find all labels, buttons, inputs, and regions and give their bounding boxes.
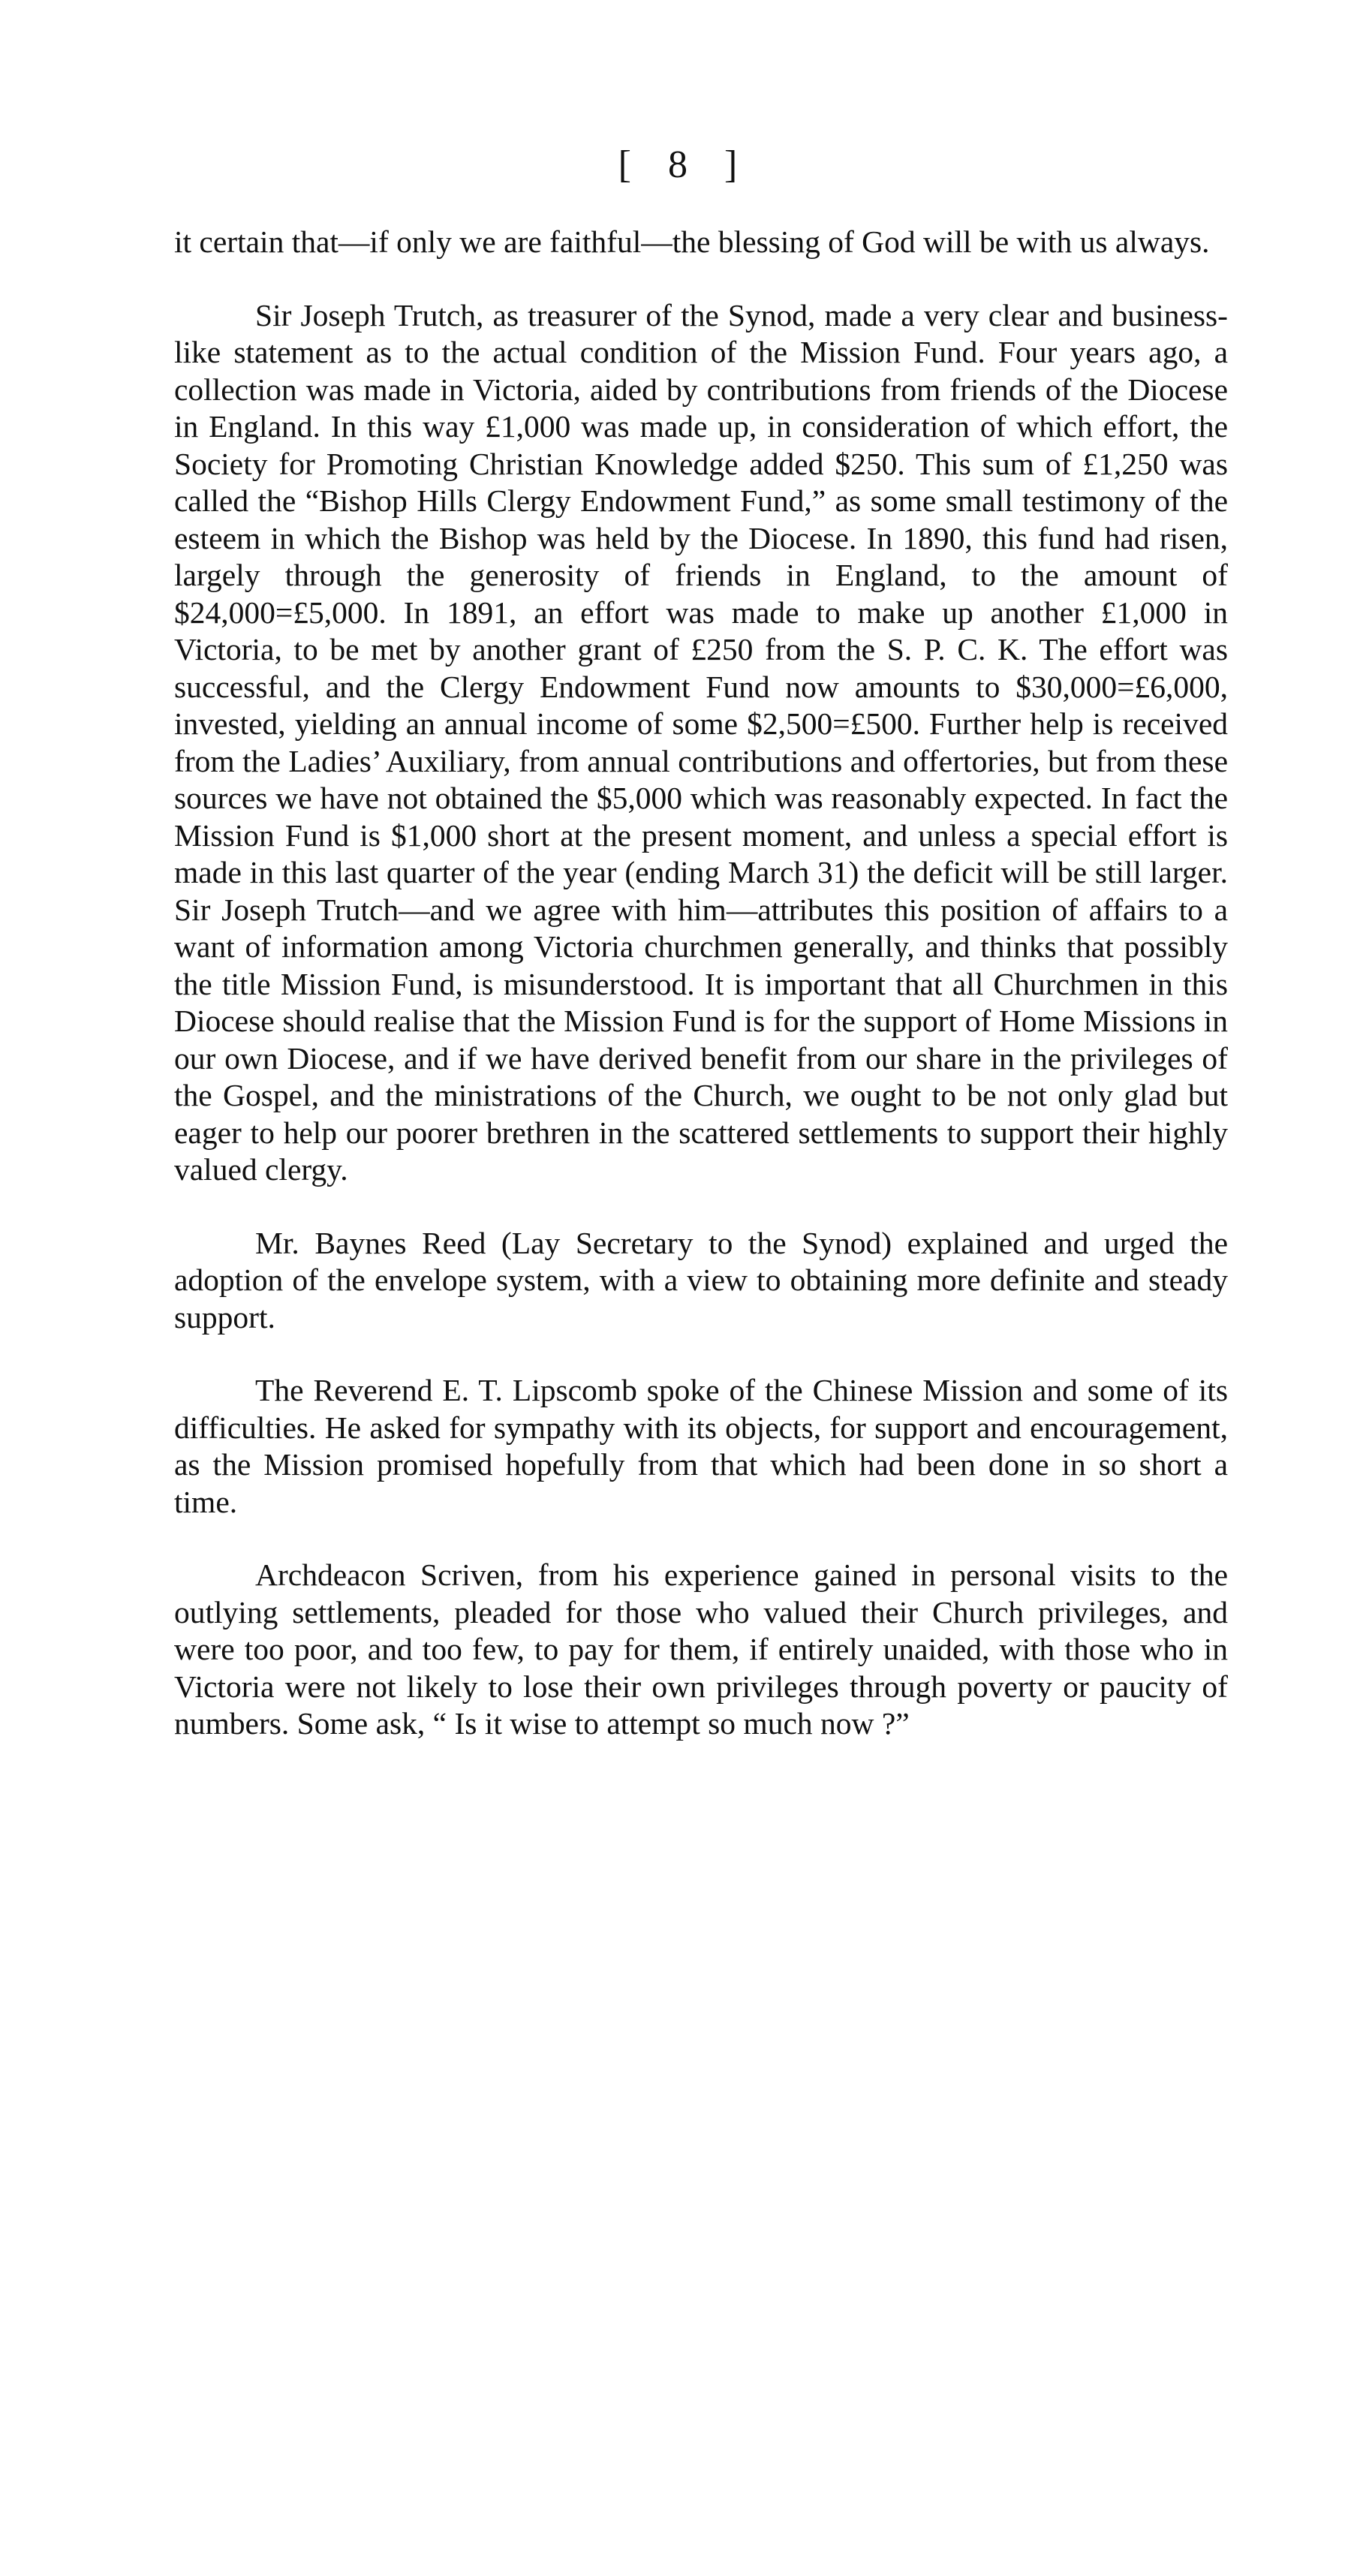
paragraph-scriven: Archdeacon Scriven, from his experience gained in personal visits to the outlying settlements, pleaded for those who valued their Church privileges, and were too poor, and too few, to pay for them, if entirely unaided, with those who in Victoria were not likely to lose their own privileges through poverty or paucity of numbers. Some ask, “ Is it wise to attempt so much now ?” (174, 1557, 1228, 1741)
body-text (174, 224, 1228, 1779)
paragraph-continuation: it certain that—if only we are faithful—the blessing of God will be with us always. (174, 224, 1210, 259)
page-number: [ 8 ] (618, 143, 751, 186)
paragraph-baynes-reed: Mr. Baynes Reed (Lay Secretary to the Synod) explained and urged the adoption of the envelope system, with a view to obtaining more definite and steady support. (174, 1225, 1228, 1335)
paragraph-lipscomb: The Reverend E. T. Lipscomb spoke of the Chinese Mission and some of its difficulties. He asked for sympathy with its objects, for support and encouragement, as the Mission promised hopefully from that which had been done in so short a time. (174, 1373, 1228, 1519)
paragraph-trutch-statement: Sir Joseph Trutch, as treasurer of the Synod, made a very clear and business-like statement as to the actual condition of the Mission Fund. Four years ago, a collection was made in Victoria, aided by contributions from friends of the Diocese in England. In this way £1,000 was made up, in consideration of which effort, the Society for Promoting Christian Knowledge added $250. This sum of £1,250 was called the “Bishop Hills Clergy Endowment Fund,” as some small testimony of the esteem in which the Bishop was held by the Diocese. In 1890, this fund had risen, largely through the generosity of friends in England, to the amount of $24,000=£5,000. In 1891, an effort was made to make up another £1,000 in Victoria, to be met by another grant of £250 from the S. P. C. K. The effort was successful, and the Clergy Endowment Fund now amounts to $30,000=£6,000, invested, yielding an annual income of some $2,500=£500. Further help is received from the Ladies’ Auxiliary, from annual contributions and offertories, but from these sources we have not obtained the $5,000 which was reasonably expected. In fact the Mission Fund is $1,000 short at the present moment, and unless a special effort is made in this last quarter of the year (ending March 31) the deficit will be still larger. Sir Joseph Trutch—and we agree with him—attributes this position of affairs to a want of information among Victoria churchmen generally, and thinks that possibly the title Mission Fund, is misunderstood. It is important that all Churchmen in this Diocese should realise that the Mission Fund is for the support of Home Missions in our own Diocese, and if we have derived benefit from our share in the privileges of the Gospel, and the ministrations of the Church, we ought to be not only glad but eager to help our poorer brethren in the scattered settlements to support their highly valued clergy. (174, 297, 1228, 1187)
